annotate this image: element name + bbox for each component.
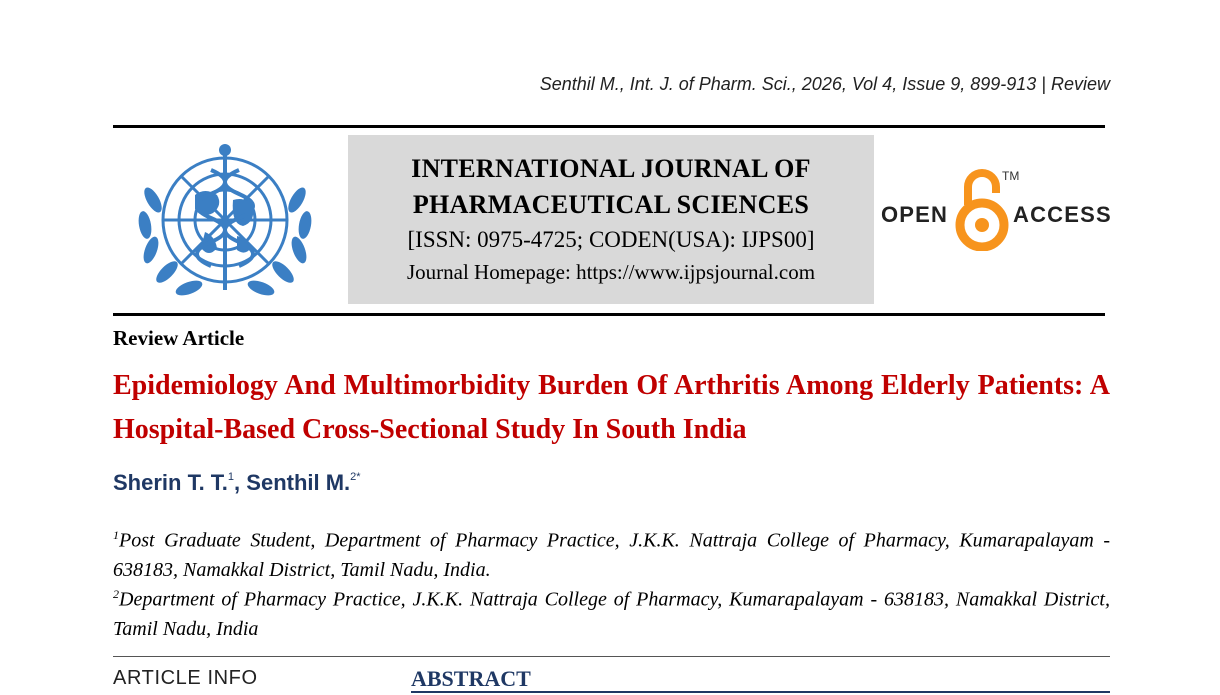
abstract-heading: ABSTRACT bbox=[411, 666, 531, 691]
author-affiliation-marker: 1 bbox=[227, 470, 235, 483]
header-top-rule bbox=[113, 125, 1105, 128]
journal-name-line2: PHARMACEUTICAL SCIENCES bbox=[412, 190, 810, 219]
author-name: Sherin T. T. bbox=[113, 470, 228, 495]
affiliation-marker: 1 bbox=[113, 528, 119, 542]
section-divider bbox=[113, 656, 1110, 657]
affiliation-marker: 2 bbox=[113, 587, 119, 601]
journal-issn: [ISSN: 0975-4725; CODEN(USA): IJPS00] bbox=[407, 227, 815, 252]
article-type: Review Article bbox=[113, 326, 245, 350]
article-title: Epidemiology And Multimorbidity Burden Of Arthritis Among Elderly Patients: A Hospital-Based Cross-Sectional Study In South India bbox=[113, 370, 1110, 445]
affiliation-text: Post Graduate Student, Department of Pharmacy Practice, J.K.K. Nattraja College of Pharmacy, Kumarapalayam - 638183, Namakkal District, Tamil Nadu, India. bbox=[113, 529, 1110, 581]
open-access-trademark: TM bbox=[1002, 169, 1020, 183]
open-access-access-text: ACCESS bbox=[1013, 202, 1112, 227]
header-bottom-rule bbox=[113, 313, 1105, 316]
article-info-heading: ARTICLE INFO bbox=[113, 667, 258, 689]
journal-name-line1: INTERNATIONAL JOURNAL OF bbox=[411, 154, 811, 183]
open-access-open-text: OPEN bbox=[881, 202, 949, 227]
author-separator: , bbox=[234, 470, 247, 495]
world-globe-caduceus-logo-icon bbox=[125, 140, 325, 305]
journal-homepage: Journal Homepage: https://www.ijpsjournal.com bbox=[406, 260, 816, 284]
author-list bbox=[113, 470, 361, 496]
affiliation-text: Department of Pharmacy Practice, J.K.K. Nattraja College of Pharmacy, Kumarapalayam - 638183, Namakkal District, Tamil Nadu, India bbox=[113, 588, 1110, 640]
journal-masthead bbox=[348, 135, 874, 304]
affiliation-2 bbox=[113, 580, 1110, 644]
open-access-logo bbox=[880, 165, 1110, 255]
author-affiliation-marker: 2* bbox=[350, 470, 361, 483]
author-name: Senthil M. bbox=[246, 470, 351, 495]
affiliation-1 bbox=[113, 521, 1110, 585]
citation-header: Senthil M., Int. J. of Pharm. Sci., 2026, Vol 4, Issue 9, 899-913 | Review bbox=[539, 74, 1110, 94]
abstract-underline bbox=[411, 691, 1110, 693]
